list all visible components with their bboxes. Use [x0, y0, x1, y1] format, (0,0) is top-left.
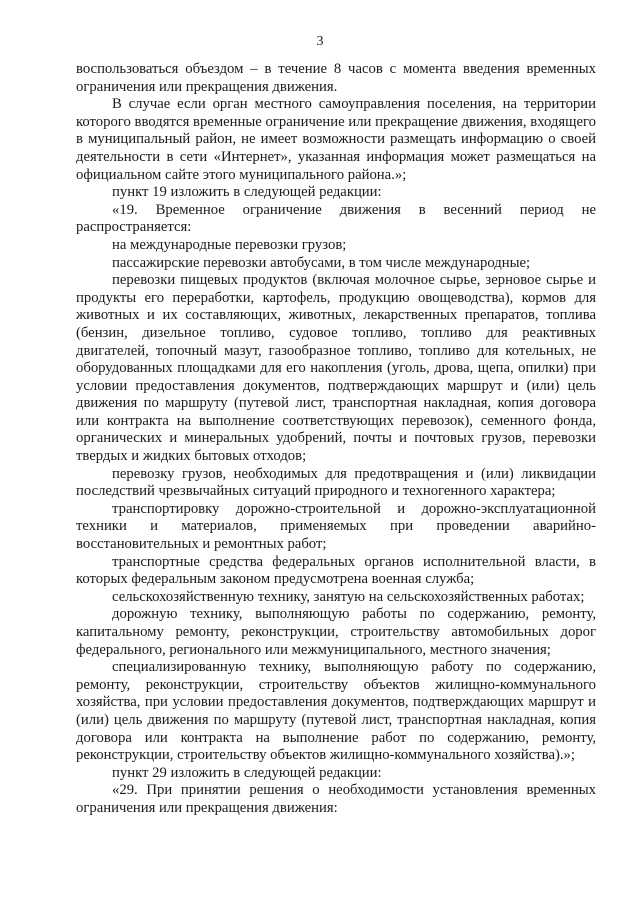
paragraph: пункт 29 изложить в следующей редакции:: [112, 764, 382, 781]
paragraph: воспользоваться объездом – в течение 8 часов с момента введения временных ограничения или прекращения движения.: [76, 61, 596, 95]
document-body: [76, 61, 596, 818]
paragraph: перевозку грузов, необходимых для предотвращения и (или) ликвидации последствий чрезвычайных ситуаций природного и техногенного характера;: [76, 465, 596, 500]
paragraph: транспортировку дорожно-строительной и дорожно-эксплуатационной техники и материалов, применяемых при проведении аварийно-восстановительных и ремонтных работ;: [76, 500, 596, 553]
paragraph: перевозки пищевых продуктов (включая молочное сырье, зерновое сырье и продукты его переработки, картофель, продукцию овощеводства), кормов для животных и их составляющих, животных, лекарственных препаратов, топлива (бензин, дизельное топливо, судовое топливо, топливо для реактивных двигателей, топочный мазут, газообразное топливо, топливо для котельных, не оборудованных площадками для его накопления (уголь, дрова, щепа, опилки) при условии предоставления документов, подтверждающих маршрут и (или) цель движения по маршруту (путевой лист, транспортная накладная, копия договора или контракта на выполнение соответствующих перевозок), семенного фонда, органических и минеральных удобрений, почты и почтовых грузов, перевозки твердых и жидких бытовых отходов;: [76, 272, 596, 465]
paragraph: транспортные средства федеральных органов исполнительной власти, в которых федеральным законом предусмотрена военная служба;: [76, 553, 596, 588]
paragraph: специализированную технику, выполняющую работу по содержанию, ремонту, реконструкции, строительству объектов жилищно-коммунального хозяйства, при условии предоставления документов, подтверждающих маршрут и (или) цель движения по маршруту (путевой лист, транспортная накладная, копия договора или контракта на выполнение работ по содержанию, ремонту, реконструкции, строительству объектов жилищно-коммунального хозяйства).»;: [76, 659, 596, 764]
paragraph: пункт 19 изложить в следующей редакции:: [112, 184, 382, 201]
paragraph: В случае если орган местного самоуправления поселения, на территории которого вводятся временные ограничение или прекращение движения, входящего в муниципальный район, не имеет возможности размещать информацию о своей деятельности в сети «Интернет», указанная информация может размещаться на официальном сайте этого муниципального района.»;: [76, 96, 596, 183]
paragraph: на международные перевозки грузов;: [112, 236, 347, 253]
paragraph: пассажирские перевозки автобусами, в том числе международные;: [112, 254, 531, 271]
page-number: 3: [316, 34, 324, 49]
paragraph: сельскохозяйственную технику, занятую на сельскохозяйственных работах;: [112, 588, 585, 605]
paragraph: дорожную технику, выполняющую работы по содержанию, ремонту, капитальному ремонту, реконструкции, строительству автомобильных дорог федерального, регионального или межмуниципального, местного значения;: [76, 606, 596, 658]
paragraph: «19. Временное ограничение движения в весенний период не распространяется:: [76, 201, 596, 236]
paragraph: «29. При принятии решения о необходимости установления временных ограничения или прекращения движения:: [76, 782, 596, 816]
